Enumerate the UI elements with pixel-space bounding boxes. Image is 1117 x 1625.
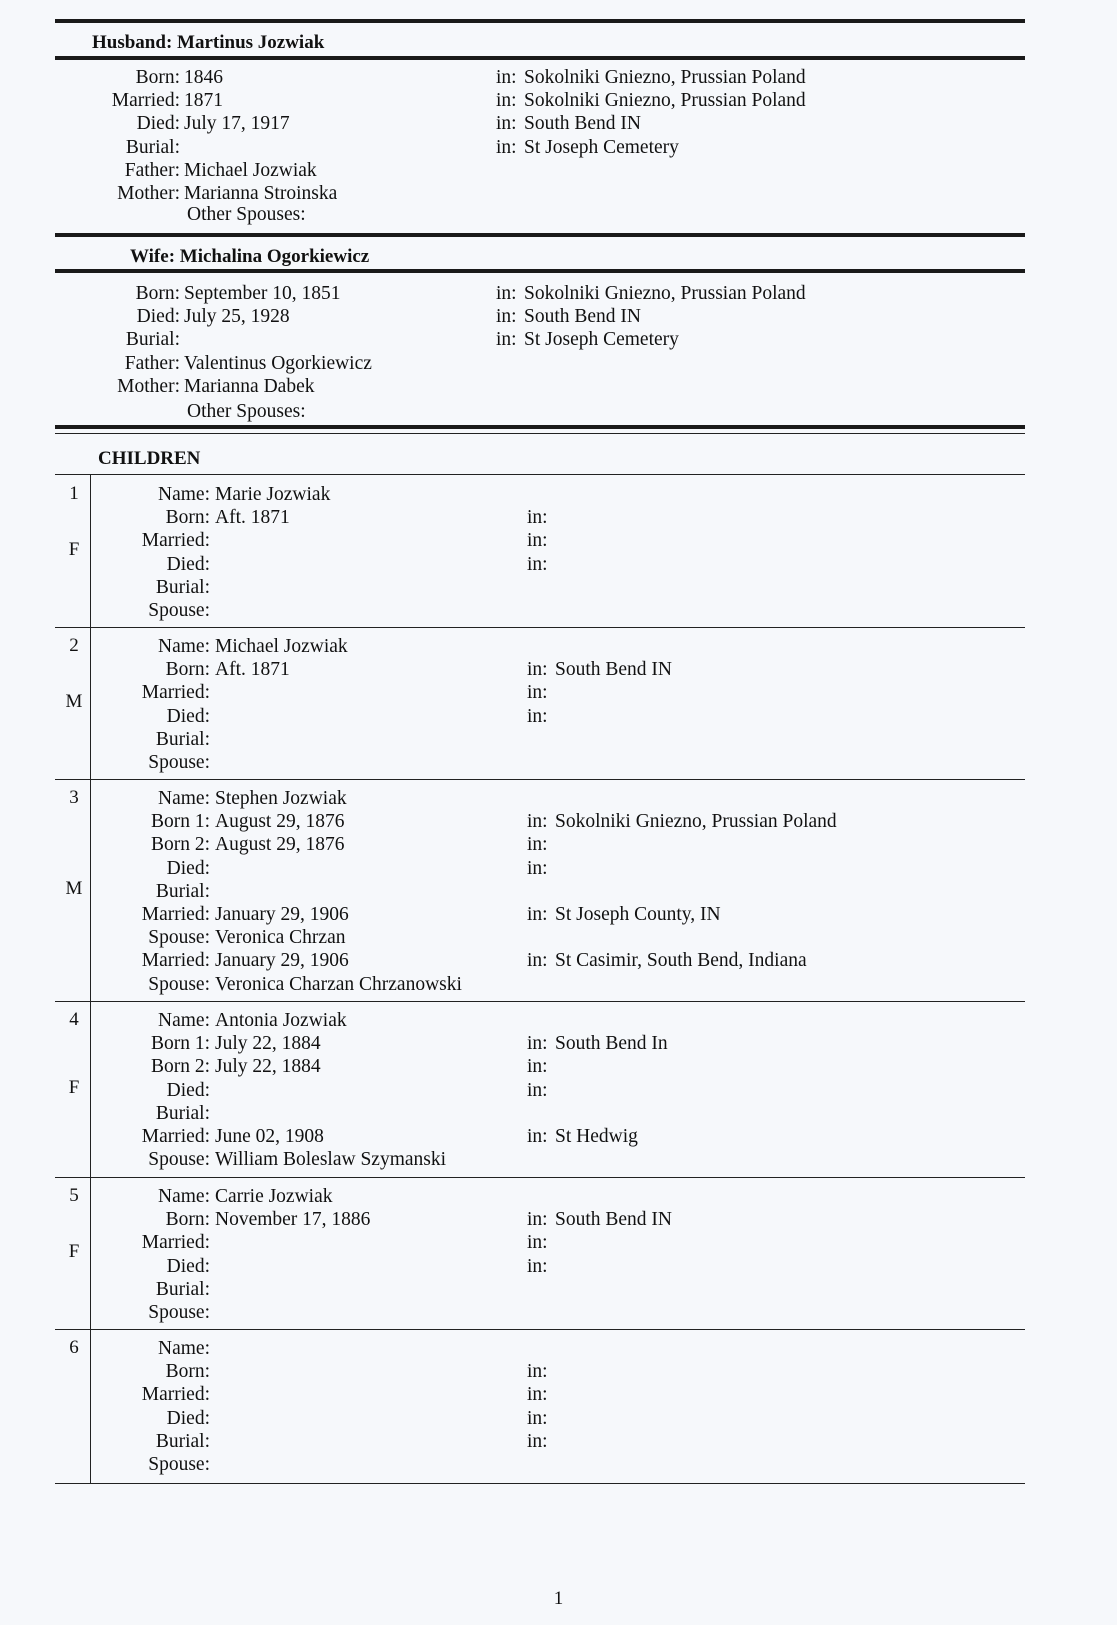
field-label: Died: [136,113,180,135]
column-divider [90,627,91,779]
place-value: Sokolniki Gniezno, Prussian Poland [524,67,806,88]
field-value: Marianna Dabek [184,375,315,397]
wife-row [0,282,1117,305]
husband-row [0,136,1117,159]
child-sex: F [68,1077,80,1098]
place-label: in: [527,553,548,575]
divider [55,56,1025,60]
field-value: Veronica Chrzan [215,927,346,949]
child-row [0,1453,1117,1476]
divider [55,269,1025,273]
field-label: Spouse: [148,1302,210,1323]
other-spouses-label: Other Spouses: [187,204,306,225]
field-label: Died: [136,306,180,328]
field-label: Born: [165,1361,210,1383]
place-value: St Joseph County, IN [555,904,721,925]
husband-row [0,112,1117,135]
place-label: in: [527,1209,548,1231]
field-value: June 02, 1908 [215,1126,324,1147]
place-label: in: [496,283,517,304]
child-sex: M [65,691,83,712]
field-label: Name: [158,1186,210,1207]
divider [55,425,1025,429]
child-row [0,751,1117,774]
child-row [0,810,1117,833]
child-row [0,529,1117,552]
child-row [0,1185,1117,1208]
field-label: Spouse: [148,927,210,949]
place-label: in: [527,834,548,856]
child-row [0,1148,1117,1171]
child-row [0,1208,1117,1231]
wife-heading [130,246,369,268]
field-label: Died: [166,857,210,879]
field-value: July 25, 1928 [184,306,290,328]
field-label: Married: [141,682,210,704]
field-label: Mother: [117,375,180,397]
divider [55,1483,1025,1484]
field-value: July 22, 1884 [215,1033,321,1055]
field-label: Died: [166,1255,210,1277]
place-label: in: [527,1361,548,1383]
place-value: Sokolniki Gniezno, Prussian Poland [524,283,806,304]
field-label: Burial: [125,329,180,351]
place-label: in: [527,1232,548,1254]
field-label: Born 2: [150,834,210,856]
field-label: Born: [165,659,210,681]
field-label: Married: [141,950,210,972]
field-value: 1846 [184,67,223,88]
place-label: in: [527,1056,548,1078]
child-number: 4 [69,1009,79,1030]
field-label: Died: [166,1079,210,1101]
husband-row [0,89,1117,112]
place-label: in: [527,1407,548,1429]
field-value: Marie Jozwiak [215,484,331,505]
place-label: in: [527,1384,548,1406]
child-row [0,483,1117,506]
child-row [0,857,1117,880]
field-label: Born: [165,1209,210,1231]
field-label: Spouse: [148,1149,210,1171]
field-value: Carrie Jozwiak [215,1186,333,1207]
field-label: Born 2: [150,1056,210,1078]
field-label: Died: [166,705,210,727]
child-number: 5 [69,1185,79,1206]
divider [55,1001,1025,1002]
field-value: 1871 [184,90,223,112]
field-value: Stephen Jozwiak [215,788,347,809]
place-label: in: [527,530,548,552]
place-label: in: [527,1033,548,1055]
place-value: South Bend IN [555,1209,672,1231]
child-row [0,1032,1117,1055]
child-row [0,833,1117,856]
field-value: Antonia Jozwiak [215,1010,347,1031]
place-label: in: [527,811,548,833]
child-row [0,1079,1117,1102]
wife-row [0,375,1117,398]
field-label: Married: [141,1126,210,1147]
child-row [0,949,1117,972]
field-label: Spouse: [148,973,210,995]
place-label: in: [527,950,548,972]
child-sex: F [68,539,80,560]
child-row [0,1301,1117,1324]
child-row [0,787,1117,810]
field-label: Died: [166,1407,210,1429]
child-row [0,903,1117,926]
field-label: Burial: [155,1278,210,1300]
child-row [0,1125,1117,1148]
child-row [0,658,1117,681]
field-value: Aft. 1871 [215,659,290,681]
husband-heading-label: Husband: [92,32,173,53]
field-label: Father: [124,159,180,181]
child-row [0,728,1117,751]
divider [55,627,1025,628]
field-value: Michael Jozwiak [215,636,348,657]
field-value: Valentinus Ogorkiewicz [184,352,372,374]
child-sex: M [65,878,83,899]
place-label: in: [527,659,548,681]
child-number: 2 [69,635,79,656]
place-value: South Bend In [555,1033,668,1055]
child-row [0,635,1117,658]
field-label: Born: [135,67,180,88]
place-label: in: [527,1079,548,1101]
field-label: Name: [158,484,210,505]
place-label: in: [527,705,548,727]
place-label: in: [527,682,548,704]
child-row [0,1009,1117,1032]
child-row [0,576,1117,599]
place-value: South Bend IN [524,113,641,135]
divider [55,779,1025,780]
wife-row [0,305,1117,328]
child-row [0,506,1117,529]
child-row [0,1255,1117,1278]
child-number: 6 [69,1337,79,1358]
field-label: Name: [158,636,210,657]
page-number: 1 [553,1588,564,1609]
child-row [0,1102,1117,1125]
field-label: Spouse: [148,752,210,773]
field-value: August 29, 1876 [215,834,345,856]
field-label: Father: [124,352,180,374]
field-value: July 17, 1917 [184,113,290,135]
divider [55,474,1025,475]
child-sex: F [68,1241,80,1262]
field-label: Name: [158,788,210,809]
place-label: in: [496,67,517,88]
child-row [0,553,1117,576]
field-label: Died: [166,553,210,575]
place-label: in: [527,904,548,925]
child-row [0,880,1117,903]
field-label: Burial: [155,728,210,750]
divider [55,433,1025,434]
field-label: Married: [141,1232,210,1254]
field-label: Burial: [155,576,210,598]
child-row [0,1337,1117,1360]
field-label: Burial: [125,136,180,158]
child-row [0,1383,1117,1406]
field-value: Aft. 1871 [215,507,290,529]
field-value: Michael Jozwiak [184,159,317,181]
child-number: 3 [69,787,79,808]
husband-row [0,66,1117,89]
other-spouses-label: Other Spouses: [187,401,306,422]
place-value: Sokolniki Gniezno, Prussian Poland [555,811,837,833]
field-label: Born: [165,507,210,529]
place-label: in: [527,1126,548,1147]
field-label: Married: [141,904,210,925]
husband-row [0,182,1117,205]
field-value: September 10, 1851 [184,283,341,304]
divider [55,1177,1025,1178]
field-label: Born 1: [150,1033,210,1055]
place-label: in: [496,90,517,112]
child-row [0,681,1117,704]
wife-row [0,328,1117,351]
field-label: Burial: [155,880,210,902]
column-divider [90,475,91,627]
wife-name: Michalina Ogorkiewicz [179,246,370,267]
husband-row [0,159,1117,182]
husband-name: Martinus Jozwiak [177,32,325,53]
children-heading: CHILDREN [98,448,201,469]
field-label: Married: [141,1384,210,1406]
divider [55,19,1025,23]
place-value: St Hedwig [555,1126,638,1147]
place-value: St Joseph Cemetery [524,329,679,351]
place-value: St Casimir, South Bend, Indiana [555,950,807,972]
field-label: Mother: [117,183,180,204]
place-value: Sokolniki Gniezno, Prussian Poland [524,90,806,112]
place-label: in: [527,1255,548,1277]
column-divider [90,779,91,1001]
child-row [0,1278,1117,1301]
place-label: in: [527,857,548,879]
field-label: Married: [141,530,210,552]
field-value: William Boleslaw Szymanski [215,1149,447,1171]
field-label: Name: [158,1338,210,1359]
divider [55,1329,1025,1330]
place-label: in: [496,136,517,158]
place-label: in: [496,306,517,328]
husband-heading [92,32,324,54]
child-row [0,705,1117,728]
child-row [0,1231,1117,1254]
divider [55,233,1025,237]
child-row [0,1055,1117,1078]
child-row [0,1360,1117,1383]
child-number: 1 [69,483,79,504]
field-label: Born: [135,283,180,304]
place-label: in: [496,329,517,351]
field-label: Born 1: [150,811,210,833]
child-row [0,926,1117,949]
field-value: Marianna Stroinska [184,183,338,204]
place-value: South Bend IN [524,306,641,328]
place-label: in: [496,113,517,135]
wife-other-spouses [0,400,1117,423]
wife-row [0,352,1117,375]
child-row [0,1430,1117,1453]
wife-heading-label: Wife: [130,246,176,267]
child-row [0,1407,1117,1430]
field-label: Burial: [155,1430,210,1452]
field-value: August 29, 1876 [215,811,345,833]
place-value: South Bend IN [555,659,672,681]
place-label: in: [527,1430,548,1452]
place-value: St Joseph Cemetery [524,136,679,158]
child-row [0,973,1117,996]
field-value: Veronica Charzan Chrzanowski [215,973,462,995]
field-value: January 29, 1906 [215,904,349,925]
field-value: July 22, 1884 [215,1056,321,1078]
field-label: Spouse: [148,600,210,621]
field-value: January 29, 1906 [215,950,349,972]
field-label: Married: [111,90,180,112]
field-label: Spouse: [148,1454,210,1475]
husband-other-spouses [0,203,1117,226]
field-label: Name: [158,1010,210,1031]
field-value: November 17, 1886 [215,1209,371,1231]
place-label: in: [527,507,548,529]
column-divider [90,1001,91,1177]
child-row [0,599,1117,622]
field-label: Burial: [155,1102,210,1124]
column-divider [90,1177,91,1329]
column-divider [90,1329,91,1483]
